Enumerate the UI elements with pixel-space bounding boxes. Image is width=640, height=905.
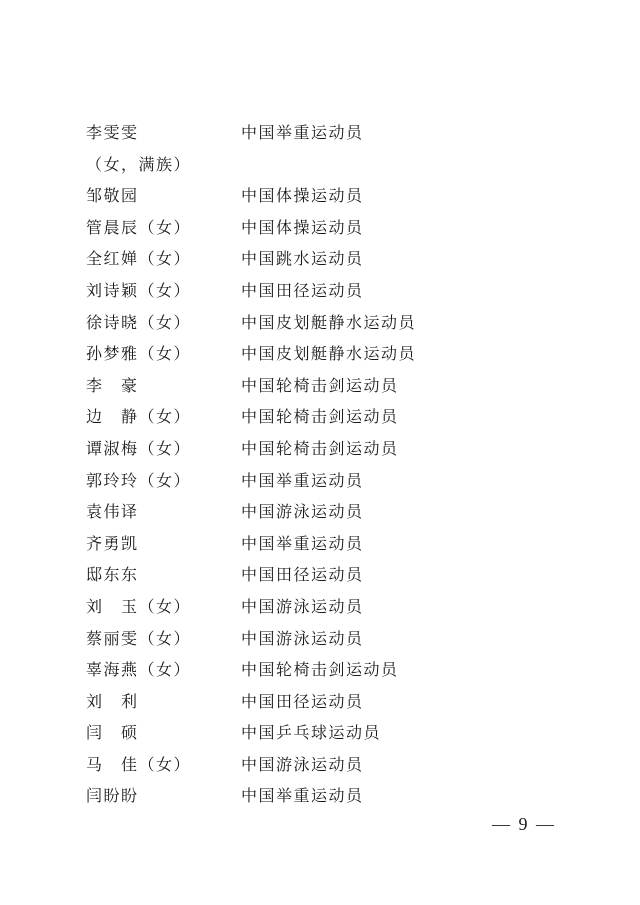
list-item (0, 651, 640, 683)
athlete-title: 中国轮椅击剑运动员 (241, 438, 399, 458)
athlete-title: 中国游泳运动员 (241, 502, 364, 522)
list-item (0, 746, 640, 778)
athlete-name: 辜海燕（女） (86, 660, 192, 680)
athlete-title: 中国举重运动员 (241, 123, 364, 142)
athlete-title: 中国田径运动员 (241, 565, 364, 585)
athlete-name: 刘 利 (86, 691, 139, 711)
athlete-name: 刘诗颖（女） (86, 280, 192, 300)
athlete-name: 管晨辰（女） (86, 217, 192, 237)
list-item (0, 525, 640, 557)
athlete-name: 闫盼盼 (86, 786, 139, 806)
list-item (0, 114, 640, 146)
athlete-title: 中国体操运动员 (241, 186, 364, 206)
athlete-title: 中国体操运动员 (241, 217, 364, 237)
athlete-title: 中国轮椅击剑运动员 (241, 375, 399, 395)
list-item (0, 683, 640, 715)
athlete-title: 中国田径运动员 (241, 280, 364, 300)
athlete-title: 中国举重运动员 (241, 533, 364, 553)
athlete-name: 徐诗晓（女） (86, 312, 192, 332)
athlete-title: 中国举重运动员 (241, 786, 364, 806)
athlete-name: 刘 玉（女） (86, 596, 192, 616)
list-item (0, 714, 640, 746)
list-item (0, 146, 640, 178)
list-item (0, 556, 640, 588)
athlete-name: 闫 硕 (86, 723, 139, 743)
list-item (0, 777, 640, 809)
athlete-name: 全红婵（女） (86, 249, 192, 269)
list-item (0, 493, 640, 525)
athlete-name: 孙梦雅（女） (86, 344, 192, 364)
list-item (0, 588, 640, 620)
list-item (0, 272, 640, 304)
list-item (0, 620, 640, 652)
athlete-title: 中国游泳运动员 (241, 596, 364, 616)
athlete-title: 中国跳水运动员 (241, 249, 364, 269)
list-item (0, 398, 640, 430)
athlete-title: 中国举重运动员 (241, 470, 364, 490)
athlete-name: 郭玲玲（女） (86, 470, 192, 490)
athlete-title: 中国皮划艇静水运动员 (241, 312, 417, 332)
athlete-name: 蔡丽雯（女） (86, 628, 192, 648)
athlete-name: 邸东东 (86, 565, 139, 585)
athlete-name: 边 静（女） (86, 407, 192, 427)
athlete-name: 李雯雯 (86, 123, 139, 142)
athlete-name: 邹敬园 (86, 186, 139, 206)
athlete-name: 谭淑梅（女） (86, 438, 192, 458)
list-item (0, 209, 640, 241)
list-item (0, 177, 640, 209)
athlete-name: 李 豪 (86, 375, 139, 395)
athlete-title: 中国游泳运动员 (241, 754, 364, 774)
list-item (0, 367, 640, 399)
athlete-title: 中国乒乓球运动员 (241, 723, 382, 743)
athlete-name: 袁伟译 (86, 502, 139, 522)
athlete-name: （女，满族） (86, 154, 192, 174)
athlete-name: 马 佳（女） (86, 754, 192, 774)
athlete-title: 中国田径运动员 (241, 691, 364, 711)
page-number: — 9 — (492, 814, 556, 834)
athlete-title: 中国皮划艇静水运动员 (241, 344, 417, 364)
athlete-title: 中国轮椅击剑运动员 (241, 660, 399, 680)
athlete-title: 中国轮椅击剑运动员 (241, 407, 399, 427)
honoree-list (0, 114, 640, 809)
list-item (0, 462, 640, 494)
athlete-title: 中国游泳运动员 (241, 628, 364, 648)
athlete-name: 齐勇凯 (86, 533, 139, 553)
list-item (0, 240, 640, 272)
list-item (0, 430, 640, 462)
list-item (0, 335, 640, 367)
list-item (0, 304, 640, 336)
